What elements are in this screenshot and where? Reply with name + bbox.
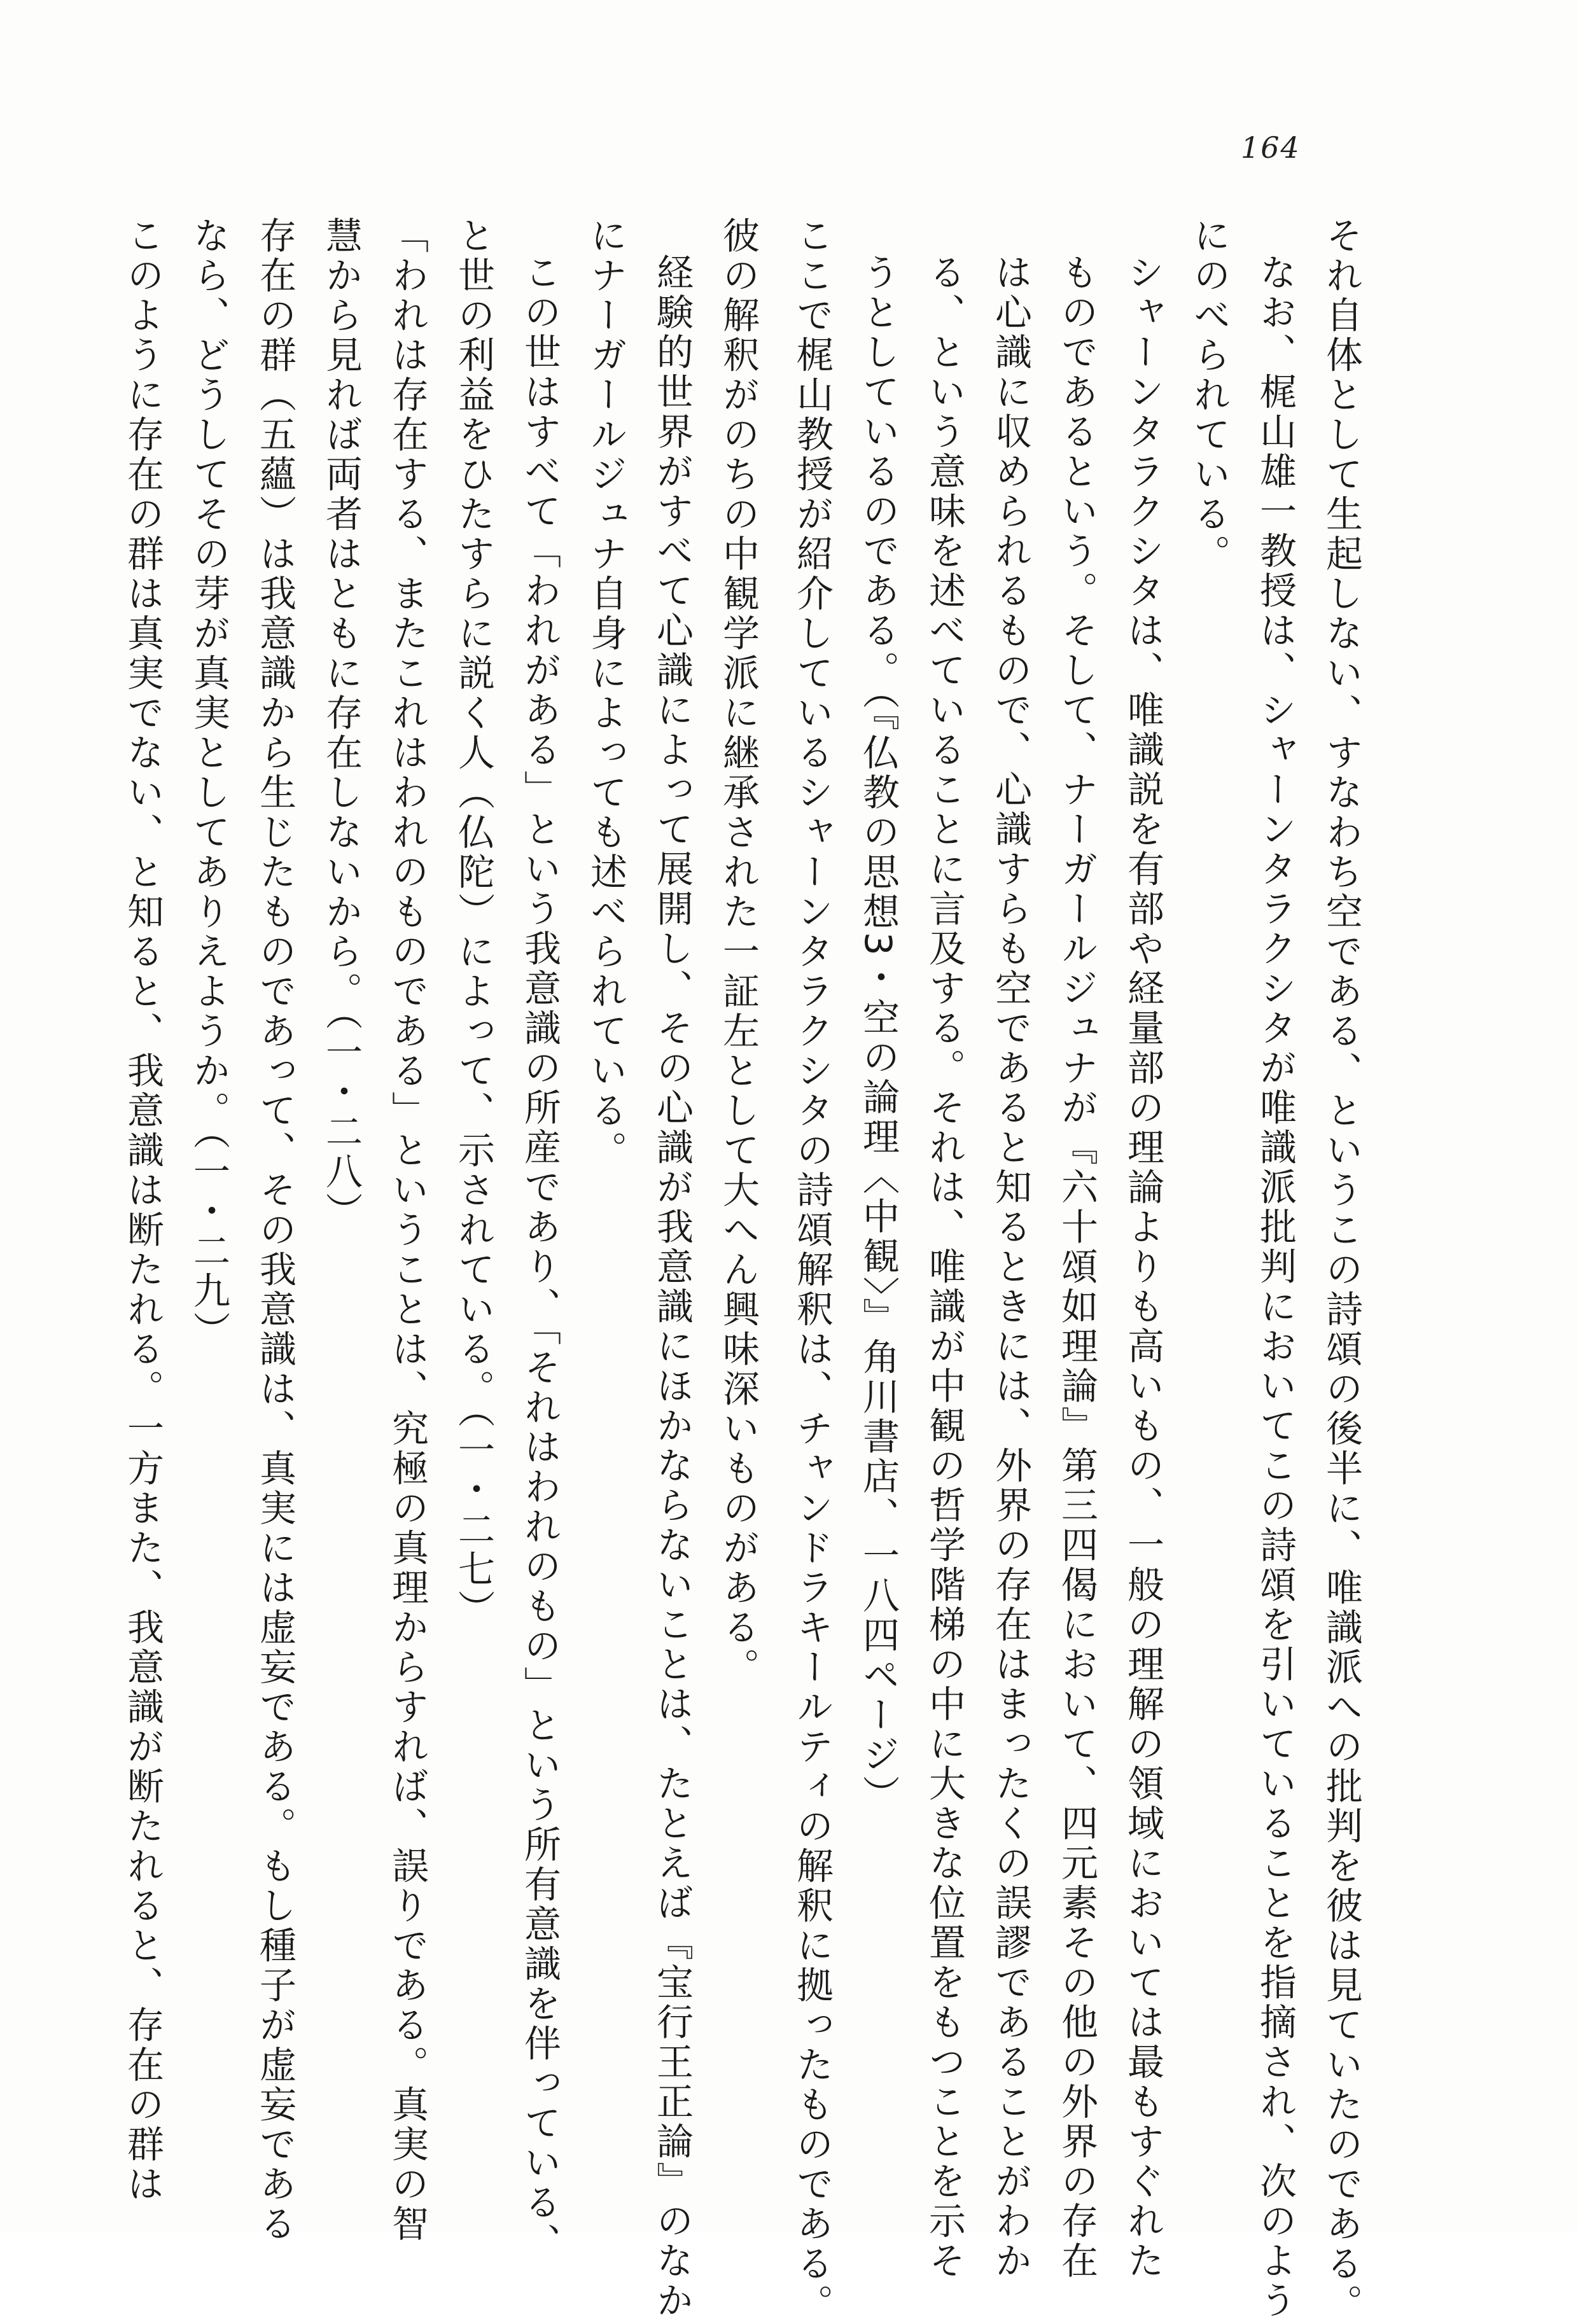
text-line: る、という意味を述べていることに言及する。それは、唯識が中観の哲学階梯の中に大きな位置をもつことを示そ: [923, 253, 966, 2281]
text-line: 存在の群（五蘊）は我意識から生じたものであって、その我意識は、真実には虚妄である。もし種子が虚妄である: [253, 216, 297, 2244]
text-line: シャーンタラクシタは、唯識説を有部や経量部の理論よりも高いもの、一般の理解の領域においては最もすぐれた: [1121, 253, 1164, 2281]
text-line: ものであるという。そして、ナーガールジュナが『六十頌如理論』第三四偈において、四元素その他の外界の存在: [1055, 253, 1098, 2281]
text-line: 彼の解釈がのちの中観学派に継承された一証左として大へん興味深いものがある。: [716, 216, 760, 1688]
body-text: [121, 216, 1374, 2324]
text-line: ここで梶山教授が紹介しているシャーンタラクシタの詩頌解釈は、チャンドラキールティの解釈に拠ったものである。: [790, 216, 834, 2324]
text-line: この世はすべて「われがある」という我意識の所産であり、「それはわれのもの」という所有意識を伴っている、: [518, 253, 561, 2263]
text-line: は心識に収められるもので、心識すらも空であると知るときには、外界の存在はまったくの誤謬であることがわか: [989, 253, 1032, 2281]
page-number: 164: [1241, 130, 1301, 165]
text-line: にのべられている。: [1187, 216, 1231, 574]
text-line: にナーガールジュナ自身によっても述べられている。: [584, 216, 627, 1171]
text-line: それ自体として生起しない、すなわち空である、というこの詩頌の後半に、唯識派への批判を彼は見ていたのである。: [1320, 216, 1363, 2324]
text-line: 「われは存在する、またこれはわれのものである」ということは、究極の真理からすれば、誤りである。真実の智: [386, 216, 429, 2244]
text-line: 慧から見れば両者はともに存在しないから。（一・二八）: [319, 216, 363, 1232]
text-line: このように存在の群は真実でない、と知ると、我意識は断たれる。一方また、我意識が断たれると、存在の群は: [121, 216, 164, 2204]
text-line: と世の利益をひたすらに説く人（仏陀）によって、示されている。（一・二七）: [452, 216, 495, 1629]
text-line: なお、梶山雄一教授は、シャーンタラクシタが唯識派批判においてこの詩頌を引いていることを指摘され、次のよう: [1253, 253, 1297, 2321]
text-line: うとしているのである。（『仏教の思想3・空の論理〈中観〉』角川書店、一八四ページ）: [856, 253, 900, 1815]
text-line: 経験的世界がすべて心識によって展開し、その心識が我意識にほかならないことは、たとえば『宝行王正論』のなか: [650, 253, 694, 2321]
text-line: なら、どうしてその芽が真実としてありえようか。（一・二九）: [187, 216, 230, 1351]
